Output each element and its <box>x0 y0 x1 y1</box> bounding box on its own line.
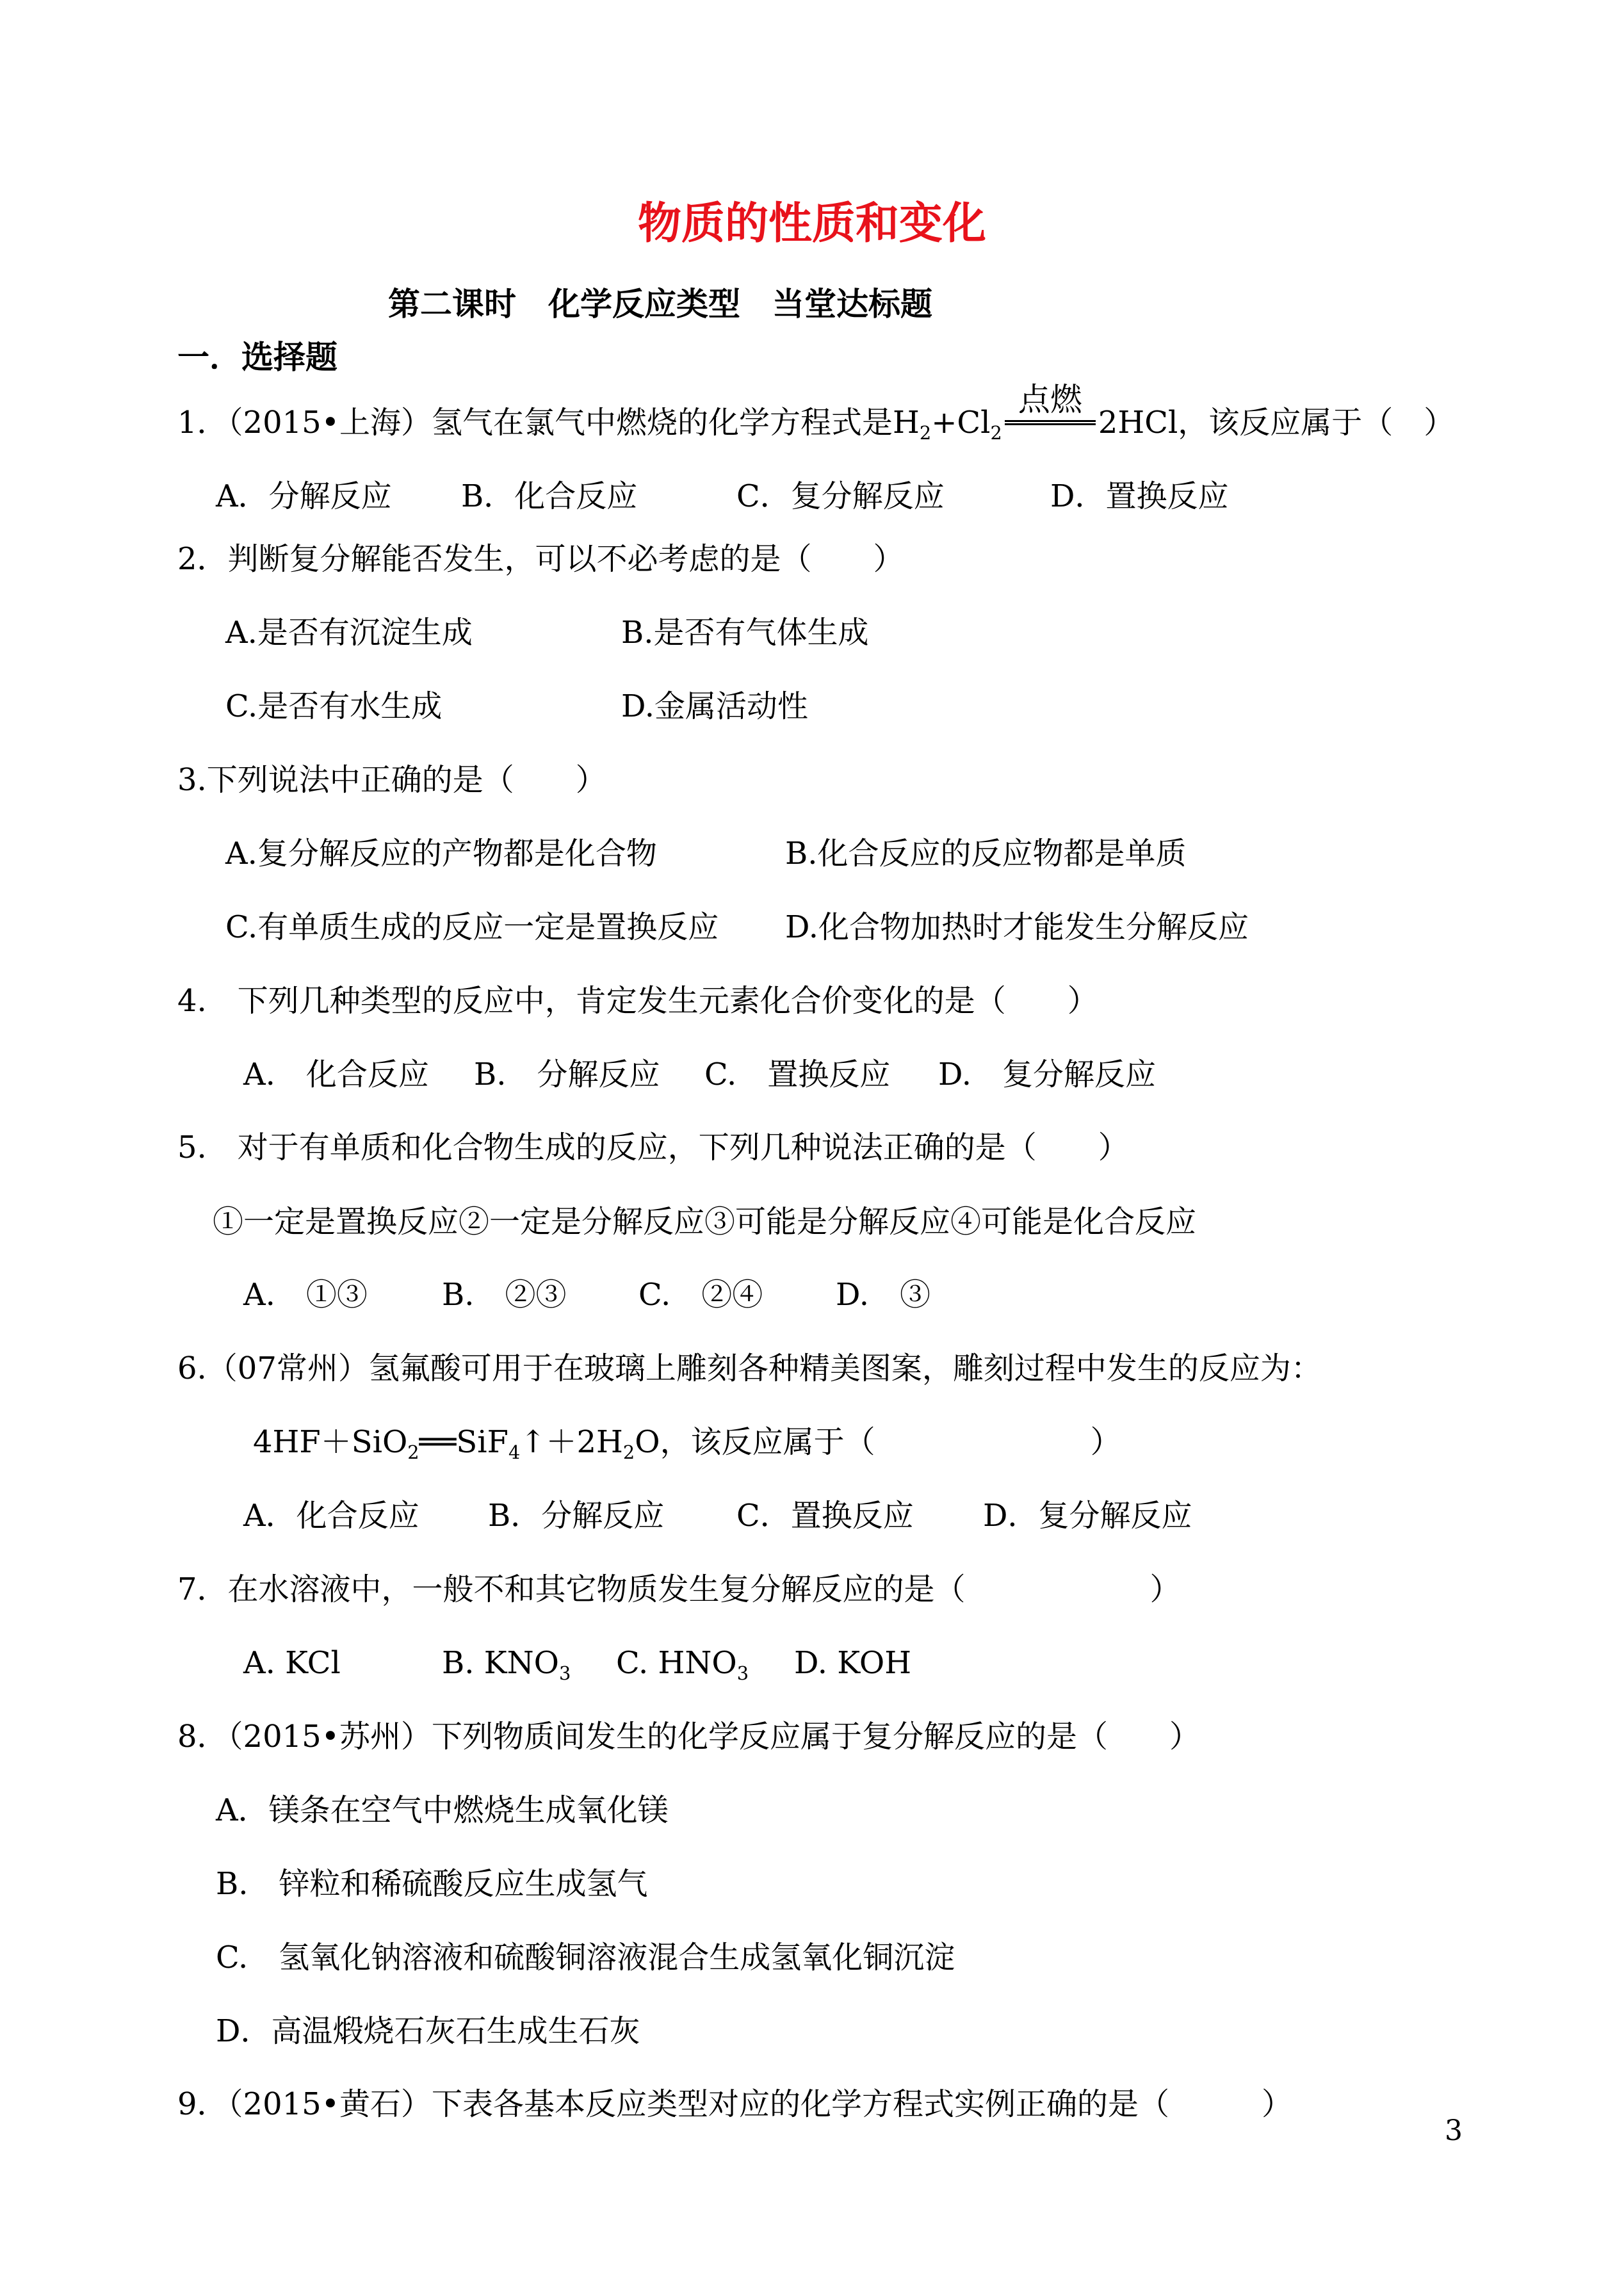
q7-option-b-subscript: 3 <box>559 1662 571 1684</box>
q3-option-a[interactable]: A.复分解反应的产物都是化合物 <box>225 836 657 872</box>
q7-option-c-subscript: 3 <box>736 1662 749 1684</box>
q7-option-a[interactable]: A. KCl <box>243 1645 341 1681</box>
question-6: 6.（07常州）氢氟酸可用于在玻璃上雕刻各种精美图案，雕刻过程中发生的反应为： <box>177 1350 1322 1386</box>
q6-eq-subscript-3: 2 <box>622 1441 635 1463</box>
q4-option-b[interactable]: B. 分解反应 <box>474 1057 660 1092</box>
q5-option-d[interactable]: D. ③ <box>836 1277 931 1313</box>
q3-option-d[interactable]: D.化合物加热时才能发生分解反应 <box>785 909 1249 945</box>
q1-option-d[interactable]: D．置换反应 <box>1050 478 1229 514</box>
question-1-prefix: 1．（2015•上海）氢气在氯气中燃烧的化学方程式是 <box>177 405 893 441</box>
q6-option-d[interactable]: D．复分解反应 <box>983 1498 1192 1534</box>
q1-h: H <box>893 405 920 441</box>
q6-eq-subscript-1: 2 <box>407 1441 419 1463</box>
question-5: 5. 对于有单质和化合物生成的反应，下列几种说法正确的是（ ） <box>177 1130 1129 1165</box>
q2-option-c[interactable]: C.是否有水生成 <box>225 688 443 724</box>
question-4: 4. 下列几种类型的反应中，肯定发生元素化合价变化的是（ ） <box>177 983 1098 1019</box>
reaction-condition <box>1002 381 1098 442</box>
q4-option-a[interactable]: A. 化合反应 <box>243 1057 429 1092</box>
question-5-statements: ①一定是置换反应②一定是分解反应③可能是分解反应④可能是化合反应 <box>213 1204 1197 1240</box>
q8-option-d[interactable]: D．高温煅烧石灰石生成生石灰 <box>216 2013 640 2049</box>
q1-option-b[interactable]: B．化合反应 <box>461 478 638 514</box>
q5-option-b[interactable]: B. ②③ <box>442 1277 567 1313</box>
q5-option-a[interactable]: A. ①③ <box>243 1277 368 1313</box>
question-3: 3.下列说法中正确的是（ ） <box>177 762 606 798</box>
question-1 <box>177 381 1455 444</box>
reaction-condition-label: 点燃 <box>1018 381 1082 418</box>
q6-option-b[interactable]: B．分解反应 <box>488 1498 665 1534</box>
question-2: 2．判断复分解能否发生，可以不必考虑的是（ ） <box>177 541 904 577</box>
q6-eq-part-2: ══SiF <box>419 1424 508 1460</box>
q4-option-d[interactable]: D. 复分解反应 <box>938 1057 1157 1092</box>
page-title: 物质的性质和变化 <box>637 199 986 249</box>
page-number: 3 <box>1445 2114 1463 2147</box>
q2-option-a[interactable]: A.是否有沉淀生成 <box>225 615 473 651</box>
q5-option-c[interactable]: C. ②④ <box>638 1277 763 1313</box>
question-1-product: 2HCl，该反应属于（ ） <box>1098 405 1455 441</box>
q8-option-b[interactable]: B. 锌粒和稀硫酸反应生成氢气 <box>216 1866 648 1902</box>
q2-option-b[interactable]: B.是否有气体生成 <box>621 615 869 651</box>
q1-option-c[interactable]: C．复分解反应 <box>736 478 945 514</box>
lesson-subtitle: 第二课时 化学反应类型 当堂达标题 <box>388 286 932 323</box>
q8-option-c[interactable]: C. 氢氧化钠溶液和硫酸铜溶液混合生成氢氧化铜沉淀 <box>216 1940 955 1975</box>
q1-option-a[interactable]: A．分解反应 <box>216 478 392 514</box>
q6-eq-part-3: ↑＋2H <box>520 1424 623 1460</box>
question-7: 7．在水溶液中，一般不和其它物质发生复分解反应的是（ ） <box>177 1571 1181 1607</box>
q4-option-c[interactable]: C. 置换反应 <box>704 1057 891 1092</box>
q1-cl-subscript: 2 <box>990 422 1002 444</box>
q6-eq-subscript-2: 4 <box>508 1441 521 1463</box>
q7-option-d[interactable]: D. KOH <box>794 1645 912 1681</box>
q6-option-c[interactable]: C．置换反应 <box>736 1498 914 1534</box>
question-9: 9．（2015•黄石）下表各基本反应类型对应的化学方程式实例正确的是（ ） <box>177 2086 1293 2122</box>
q6-eq-part-4: O，该反应属于（ ） <box>635 1424 1121 1460</box>
q1-h-subscript: 2 <box>919 422 932 444</box>
equals-sign <box>1005 420 1096 425</box>
q1-cl: +Cl <box>931 405 991 441</box>
q2-option-d[interactable]: D.金属活动性 <box>621 688 809 724</box>
q3-option-c[interactable]: C.有单质生成的反应一定是置换反应 <box>225 909 719 945</box>
question-8: 8．（2015•苏州）下列物质间发生的化学反应属于复分解反应的是（ ） <box>177 1719 1201 1755</box>
section-heading: 一．选择题 <box>177 339 337 376</box>
q6-option-a[interactable]: A．化合反应 <box>243 1498 419 1534</box>
q6-eq-part-1: 4HF＋SiO <box>253 1424 408 1460</box>
q7-option-b[interactable] <box>442 1644 571 1682</box>
q8-option-a[interactable]: A．镁条在空气中燃烧生成氧化镁 <box>216 1792 669 1828</box>
q3-option-b[interactable]: B.化合反应的反应物都是单质 <box>785 836 1187 872</box>
q7-option-c-text: C. HNO <box>616 1645 737 1681</box>
q7-option-b-text: B. KNO <box>442 1645 559 1681</box>
question-6-equation <box>253 1423 1121 1461</box>
q7-option-c[interactable] <box>616 1644 749 1682</box>
